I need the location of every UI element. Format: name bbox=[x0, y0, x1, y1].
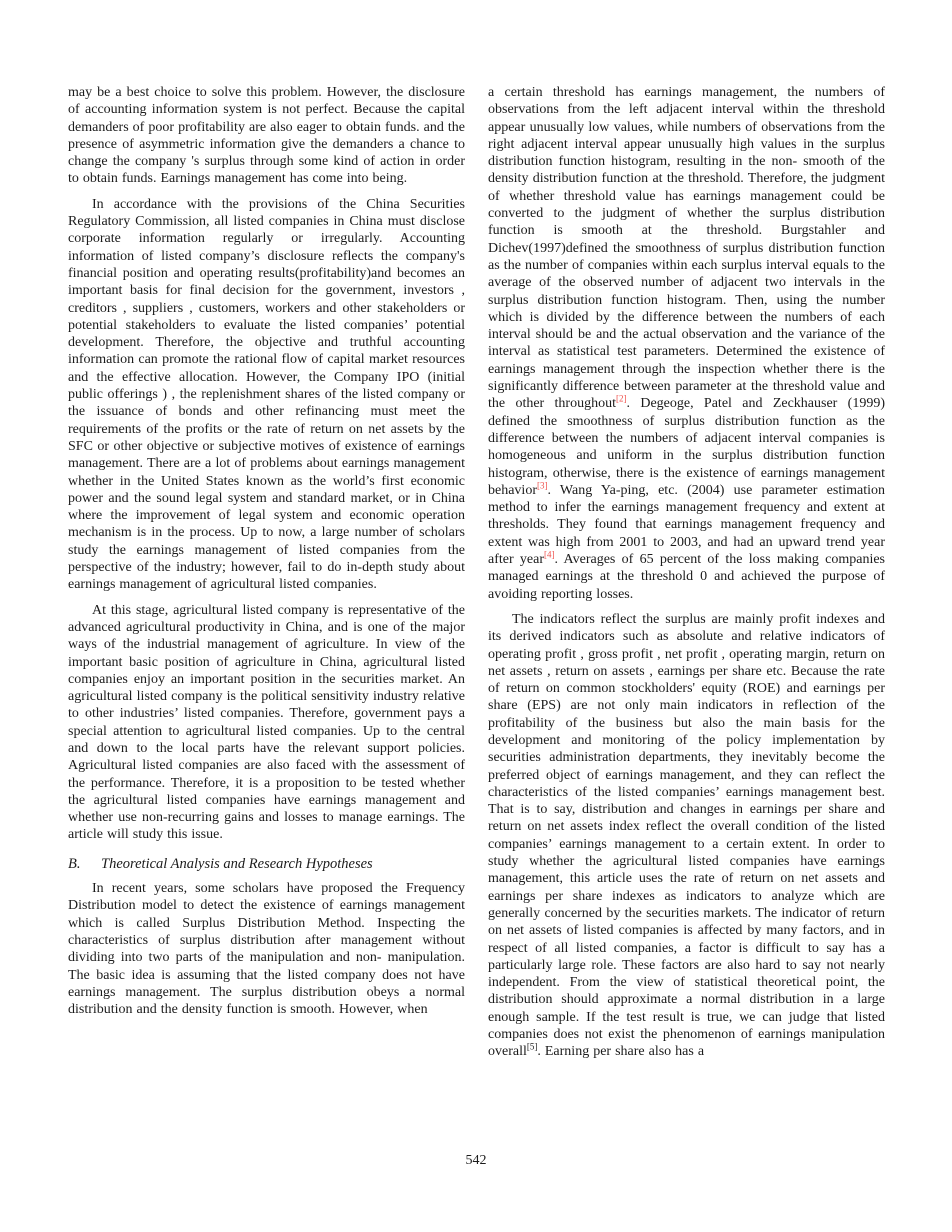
paragraph: At this stage, agricultural listed company is representative of the advanced agricultural productivity in China, and is one of the major ways of the industrial management of agriculture. In view of the important basic position of agriculture in China, agricultural listed companies enjoy an important position in the securities market. An agricultural listed company is the political sensitivity industry relative to other industries’ listed companies. Therefore, government pays a special attention to agricultural listed companies. Up to the central and down to the local parts have the relevant support policies. Agricultural listed companies are also faced with the assessment of the performance. Therefore, it is a proposition to be tested whether the agricultural listed companies have earnings management and whether use non-recurring gains and losses to manage earnings. The article will study this issue. bbox=[68, 602, 465, 843]
left-column bbox=[68, 84, 465, 1061]
citation-ref: [5] bbox=[526, 1041, 538, 1052]
paragraph: In accordance with the provisions of the China Securities Regulatory Commission, all listed companies in China must disclose corporate information regularly or irregularly. Accounting information of listed company’s disclosure reflects the company's financial position and operating results(profitability)and becomes an important basis for final decision for the government, investors , creditors , suppliers , customers, workers and other stakeholders or potential stakeholders to evaluate the listed companies’ potential development. Therefore, the objective and truthful accounting information can promote the rational flow of capital market resources and the effective allocation. However, the Company IPO (initial public offerings ) , the replenishment shares of the listed company or the issuance of bonds and other refinancing must meet the requirements of the profits or the rate of return on net assets by the SFC or other objective or subjective motives of existence of earnings management. There are a lot of problems about earnings management whether in the United States known as the world’s first economic power and the sound legal system and standard market, or in China where the improvement of legal system and economic operation mechanism is in the process. Up to now, a large number of scholars study the earnings management of listed companies from the perspective of the industry; however, fail to do in-depth study about earnings management of agricultural listed companies. bbox=[68, 196, 465, 593]
paragraph: The indicators reflect the surplus are mainly profit indexes and its derived indicators such as absolute and relative indicators of operating profit , gross profit , net profit , operating margin, return on net assets , return on assets , earnings per share etc. Because the rate of return on common stockholders' equity (ROE) and earnings per share (EPS) are not only main indicators in reflection of the profitability of the business but also the main basis for the development and monitoring of the policy implementation by securities administration departments, they inevitably become the preferred object of earnings management, and they can reflect the characteristics of the listed companies’ earnings management best. That is to say, distribution and changes in earnings per share and return on net assets index reflect the overall condition of the listed companies’ earnings management to a certain extent. In order to study whether the agricultural listed companies have earnings management, this article uses the rate of return on net assets and earnings per share indexes as indicators to analyze which are generally concerned by the securities markets. The indicator of return on net assets of listed companies is affected by many factors, and in respect of all listed companies, a factor is difficult to say has a particularly large role. These factors are also hard to say not nearly independent. From the view of statistical theoretical point, the distribution should approximate a normal distribution in a large enough sample. If the test result is true, we can judge that listed companies does not exist the phenomenon of earnings manipulation overall[5]. Earning per share also has a bbox=[488, 611, 885, 1060]
section-label: B. bbox=[68, 855, 81, 872]
citation-ref: [4] bbox=[544, 549, 555, 560]
paragraph: may be a best choice to solve this problem. However, the disclosure of accounting information system is not perfect. Because the capital demanders of poor profitability are also eager to obtain funds. and the presence of asymmetric information give the demanders a chance to change the company 's surplus through some kind of action in order to obtain funds. Earnings management has come into being. bbox=[68, 85, 465, 187]
page-number: 542 bbox=[465, 1153, 487, 1168]
paragraph: a certain threshold has earnings management, the numbers of observations from the left adjacent interval within the threshold appear unusually low values, while numbers of observations from the right adjacent interval appear unusually high values in the surplus distribution function histogram, resulting in the non- smooth of the density distribution function at the threshold. Therefore, the judgment of whether threshold value has earnings management could be converted to the judgment of whether the surplus distribution function is smooth at the threshold. Burgstahler and Dichev(1997)defined the smoothness of surplus distribution function as the number of companies within each surplus interval equals to the average of the observed number of adjacent two intervals in the surplus distribution function histogram. Then, using the number which is divided by the difference between the numbers of each interval should be and the actual observation and the variance of the interval as statistical test parameters. Determined the existence of earnings management through the inspection whether there is the significantly difference between parameter at the threshold value and the other throughout[2]. Degeoge, Patel and Zeckhauser (1999) defined the smoothness of surplus distribution function as the difference between the numbers of adjacent interval companies is homogeneous and uniform in the surplus distribution function histogram, otherwise, there is the existence of earnings management behavior[3]. Wang Ya-ping, etc. (2004) use parameter estimation method to infer the earnings management frequency and extent at thresholds. They found that earnings management frequency and extent was high from 2001 to 2003, and had an upward trend year after year[4]. Averages of 65 percent of the loss making companies managed earnings at the threshold 0 and achieved the purpose of avoiding reporting losses. bbox=[488, 85, 885, 602]
citation-ref: [2] bbox=[616, 393, 627, 404]
section-title: Theoretical Analysis and Research Hypotheses bbox=[101, 855, 373, 872]
two-column-text-block bbox=[68, 84, 885, 1061]
paragraph: In recent years, some scholars have proposed the Frequency Distribution model to detect the existence of earnings management which is called Surplus Distribution Method. Inspecting the characteristics of surplus distribution after management without dividing into two parts of the manipulation and non- manipulation. The basic idea is assuming that the listed company does not have earnings management. The surplus distribution obeys a normal distribution and the density function is smooth. However, when bbox=[68, 881, 465, 1018]
citation-ref: [3] bbox=[536, 480, 548, 491]
right-column bbox=[488, 84, 885, 1061]
section-heading bbox=[68, 856, 465, 873]
